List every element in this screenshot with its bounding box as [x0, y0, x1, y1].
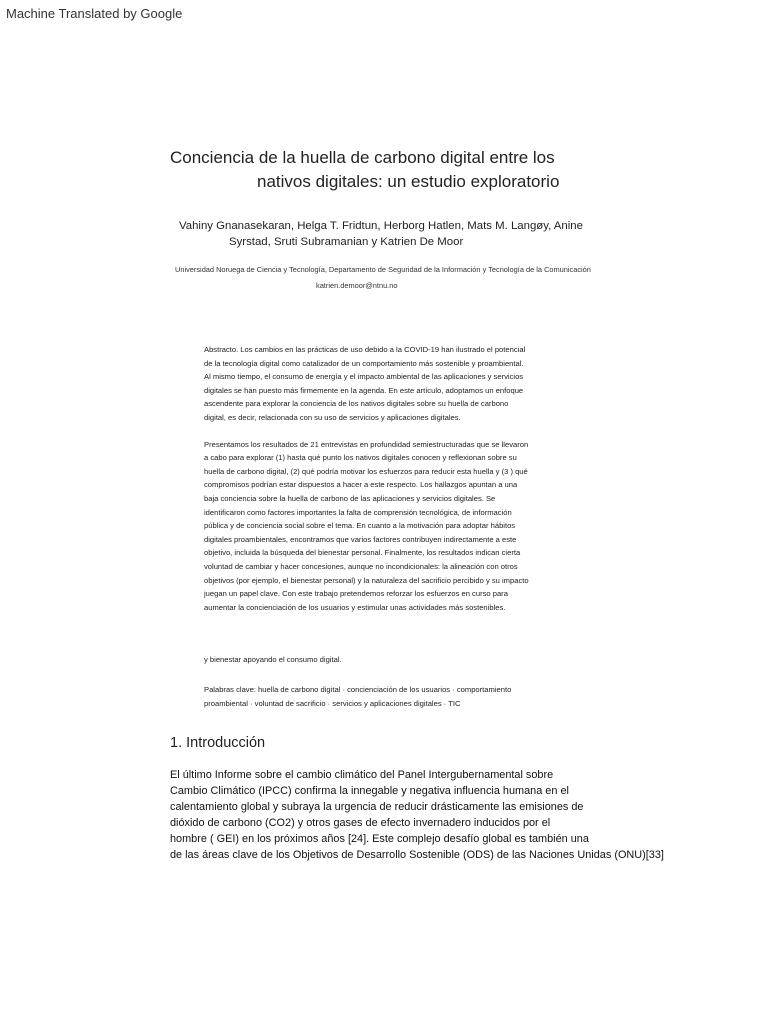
abstract-line: objetivos (por ejemplo, el bienestar personal) y la naturaleza del sacrificio percibido y su impacto	[204, 575, 529, 585]
abstract-line: pública y de conciencia social sobre el tema. En cuanto a la motivación para adoptar hábitos	[204, 521, 516, 531]
author-list	[179, 218, 599, 250]
introduction-body	[170, 767, 710, 863]
body-line: dióxido de carbono (CO2) y otros gases de efecto invernadero inducidos por el	[170, 817, 551, 829]
abstract-line: identificaron como factores importantes la falta de comprensión tecnológica, de información	[204, 507, 512, 517]
paper-title-line: nativos digitales: un estudio exploratorio	[257, 172, 560, 191]
keywords-line: Palabras clave: huella de carbono digital · concienciación de los usuarios · comportamiento	[204, 685, 512, 694]
abstract-line: ascendente para explorar la conciencia de los nativos digitales sobre su huella de carbono	[204, 399, 509, 409]
abstract-line: huella de carbono digital, (2) qué podría motivar los esfuerzos para reducir esta huella y (3 ) qué	[204, 466, 528, 476]
author-line: Syrstad, Sruti Subramanian y Katrien De Moor	[229, 236, 464, 248]
body-line: hombre ( GEI) en los próximos años [24]. Este complejo desafío global es también una	[170, 833, 589, 845]
abstract-line: juegan un papel clave. Con este trabajo pretendemos reforzar los esfuerzos en curso para	[204, 589, 508, 599]
abstract-line: digitales proambientales, encontramos que varios factores contribuyen indirectamente a este	[204, 534, 517, 544]
keywords	[204, 683, 574, 711]
abstract-line: compromisos podrían estar dispuestos a hacer a este respecto. Los hallazgos apuntan a una	[204, 480, 518, 490]
abstract-line: a cabo para explorar (1) hasta qué punto los nativos digitales conocen y reflexionan sobre su	[204, 453, 517, 463]
paper-title	[170, 146, 600, 194]
paper-title-line: Conciencia de la huella de carbono digital entre los	[170, 148, 555, 167]
abstract-paragraph	[204, 343, 574, 425]
abstract-line: aumentar la concienciación de los usuarios y estimular unas actividades más sostenibles.	[204, 602, 506, 612]
abstract-line: voluntad de cambiar y hacer concesiones, aunque no incondicionales: la alineación con otros	[204, 561, 518, 571]
abstract-fragment: y bienestar apoyando el consumo digital.	[204, 655, 342, 664]
abstract-line: digitales se han puesto más firmemente en la agenda. En este artículo, adoptamos un enfoque	[204, 385, 524, 395]
abstract-line: Abstracto. Los cambios en las prácticas de uso debido a la COVID-19 han ilustrado el potencial	[204, 345, 526, 354]
body-line: El último Informe sobre el cambio climático del Panel Intergubernamental sobre	[170, 769, 554, 781]
abstract-line: Presentamos los resultados de 21 entrevistas en profundidad semiestructuradas que se llevaron	[204, 439, 529, 449]
abstract-paragraph	[204, 438, 574, 615]
body-line: calentamiento global y subraya la urgencia de reducir drásticamente las emisiones de	[170, 801, 584, 813]
body-line: Cambio Climático (IPCC) confirma la innegable y negativa influencia humana en el	[170, 785, 569, 797]
contact-email: katrien.demoor@ntnu.no	[316, 281, 398, 290]
section-heading: 1. Introducción	[170, 735, 266, 751]
affiliation: Universidad Noruega de Ciencia y Tecnología, Departamento de Seguridad de la Información y Tecnología de la Comunicación	[175, 265, 591, 274]
abstract-line: de la tecnología digital como catalizador de un comportamiento más sostenible y proambiental.	[204, 358, 524, 368]
abstract	[204, 343, 574, 614]
body-line: de las áreas clave de los Objetivos de Desarrollo Sostenible (ODS) de las Naciones Unidas (ONU)[33]	[170, 849, 664, 861]
author-line: Vahiny Gnanasekaran, Helga T. Fridtun, Herborg Hatlen, Mats M. Langøy, Anine	[179, 220, 583, 232]
abstract-line: baja conciencia sobre la huella de carbono de las aplicaciones y servicios digitales. Se	[204, 493, 496, 503]
keywords-line: proambiental · voluntad de sacrificio · servicios y aplicaciones digitales · TIC	[204, 699, 461, 708]
abstract-line: Al mismo tiempo, el consumo de energía y el impacto ambiental de las aplicaciones y servicios	[204, 372, 524, 382]
machine-translation-banner: Machine Translated by Google	[6, 6, 183, 21]
abstract-line: objetivo, incluida la búsqueda del bienestar personal. Finalmente, los resultados indican cierta	[204, 548, 521, 558]
abstract-line: digital, es decir, relacionada con su uso de servicios y aplicaciones digitales.	[204, 412, 461, 422]
